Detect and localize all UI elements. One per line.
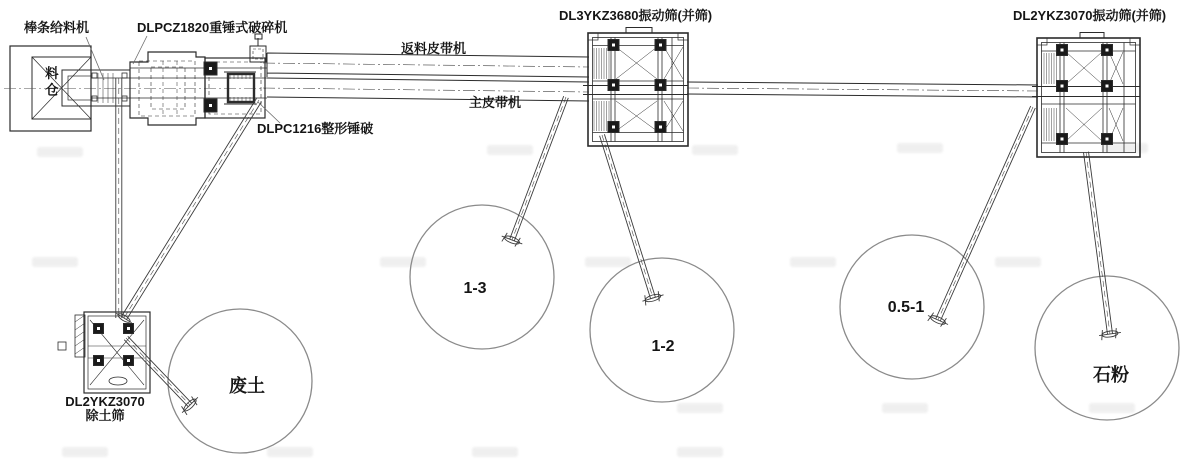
- hopper-label: 料仓: [42, 66, 58, 99]
- bar-feeder-label: 棒条给料机: [24, 20, 90, 35]
- product-label-waste-soil: 废土: [229, 376, 265, 397]
- primary-crusher-label: DLPCZ1820重锤式破碎机: [137, 20, 288, 35]
- return-belt-label: 返料皮带机: [401, 41, 467, 56]
- leader-shaping-crusher: [258, 102, 280, 123]
- product-label-05-1: 0.5-1: [887, 299, 925, 317]
- return-belt-conveyor: [263, 53, 589, 77]
- shaping-crusher: [204, 34, 266, 118]
- right-screen-label: DL2YKZ3070振动筛(并筛): [1013, 8, 1167, 23]
- screen-bolts: [94, 324, 134, 366]
- shaping-crusher-label: DLPC1216整形锤破: [257, 121, 374, 136]
- circle-stone-powder: [1035, 276, 1179, 420]
- circle-1-3: [410, 205, 554, 349]
- rotor-box: [224, 72, 256, 104]
- leader-lines: [86, 36, 280, 123]
- product-label-1-3: 1-3: [463, 280, 487, 298]
- mid-screen-label: DL3YKZ3680振动筛(并筛): [559, 8, 713, 23]
- leader-primary-crusher: [133, 36, 147, 64]
- bearing-bolts: [204, 62, 217, 112]
- product-label-stone-powder: 石粉: [1093, 365, 1129, 386]
- bar-feeder: [91, 70, 130, 106]
- soil-screen-name: 除土筛: [85, 408, 125, 424]
- circle-1-2: [590, 258, 734, 402]
- product-circles: [168, 205, 1179, 453]
- leader-bar-feeder: [86, 37, 104, 80]
- screen-bolts: [1057, 45, 1113, 145]
- soil-screen-label: [59, 395, 151, 424]
- main-belt-conveyor: [263, 78, 1038, 101]
- mid-vibrating-screen: [583, 28, 688, 147]
- right-vibrating-screen: [1032, 33, 1140, 158]
- soil-screen-model: DL2YKZ3070: [65, 394, 145, 409]
- product-label-1-2: 1-2: [651, 338, 675, 356]
- main-belt-label: 主皮带机: [469, 95, 522, 110]
